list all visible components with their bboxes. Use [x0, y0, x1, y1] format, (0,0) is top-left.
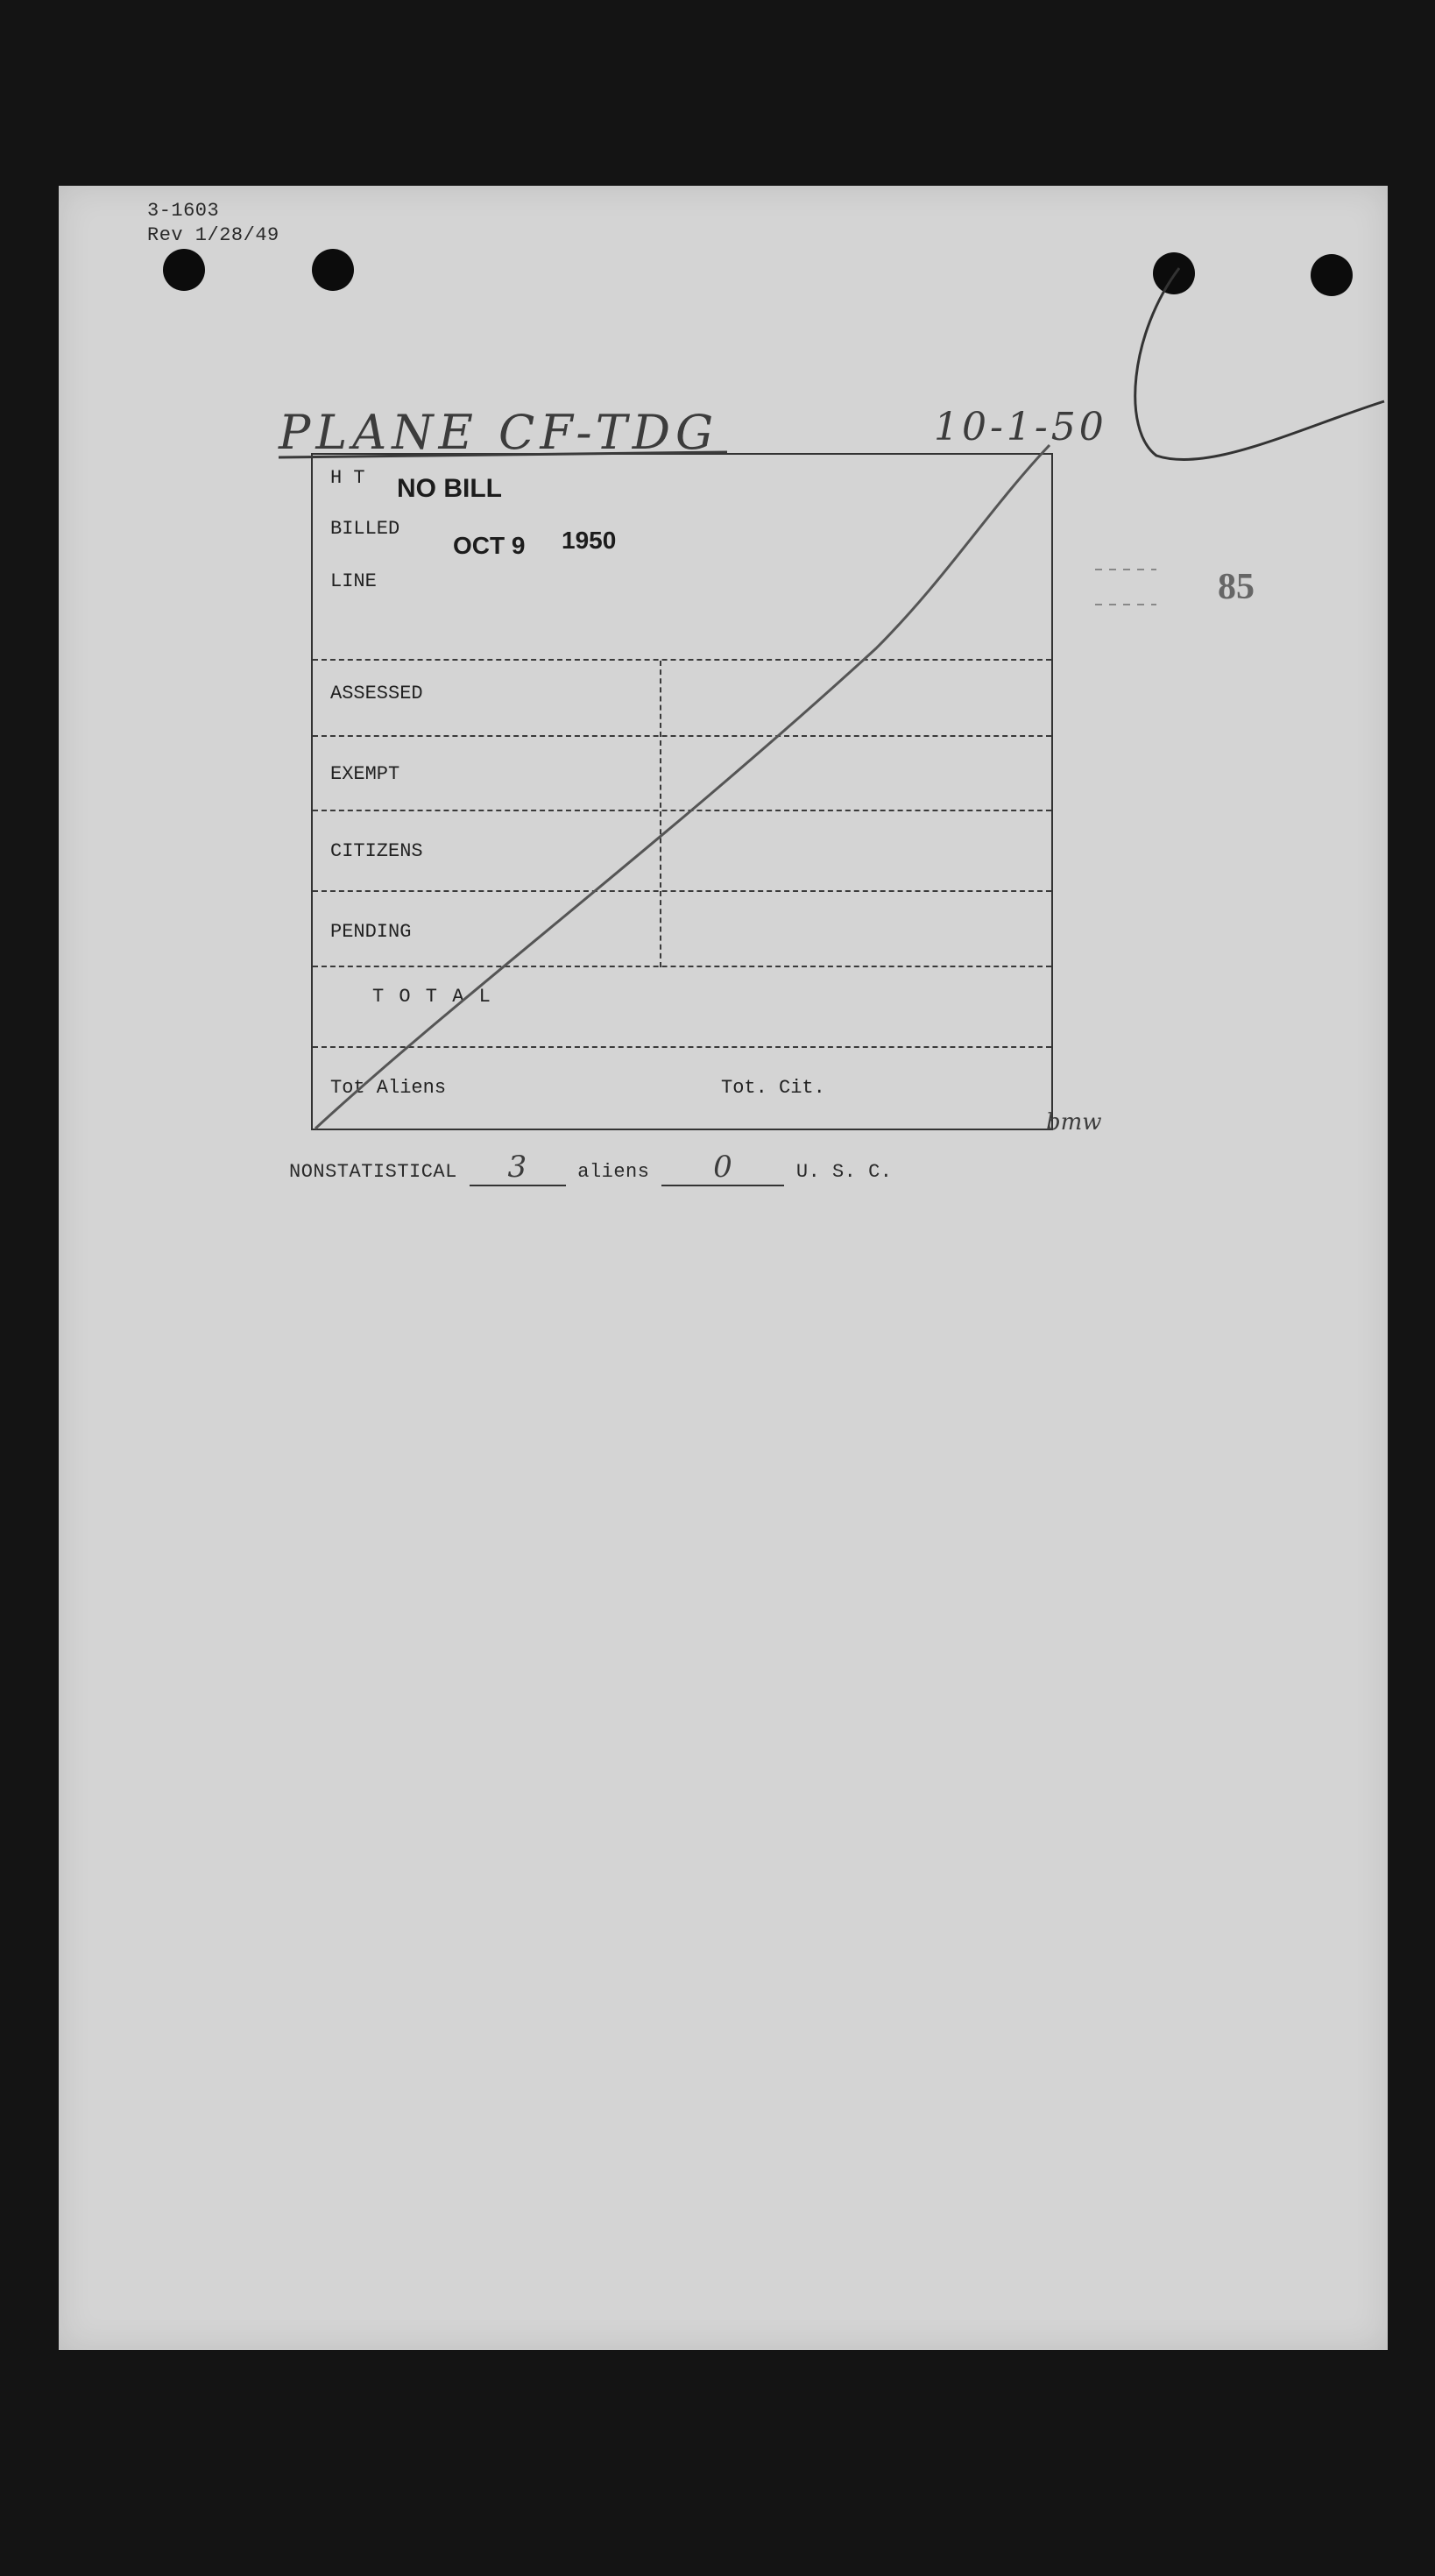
- billed-label: BILLED: [330, 518, 400, 540]
- usc-label: U. S. C.: [795, 1161, 893, 1183]
- nonstatistical-usc-value: 0: [661, 1150, 784, 1186]
- tot-cit-label: Tot. Cit.: [721, 1077, 825, 1099]
- nonstatistical-label: NONSTATISTICAL: [289, 1161, 457, 1183]
- total-label: T O T A L: [372, 986, 492, 1008]
- handwritten-underline: [279, 452, 727, 457]
- nonstatistical-aliens-value: 3: [470, 1150, 566, 1186]
- margin-curve-mark: [1135, 268, 1384, 460]
- ht-label: H T: [330, 467, 365, 489]
- dash-marks: [1095, 570, 1156, 605]
- stamp-no-bill: NO BILL: [397, 474, 502, 503]
- line-label: LINE: [330, 570, 377, 592]
- row-label-pending: PENDING: [330, 921, 412, 943]
- row-label-assessed: ASSESSED: [330, 683, 423, 704]
- handwritten-date: 10-1-50: [934, 405, 1107, 449]
- row-label-exempt: EXEMPT: [330, 763, 400, 785]
- form-revision: Rev 1/28/49: [147, 224, 279, 246]
- stamp-date: OCT 9: [453, 532, 526, 559]
- page-number: 85: [1218, 567, 1255, 607]
- row-label-citizens: CITIZENS: [330, 840, 423, 862]
- aliens-label: aliens: [577, 1161, 650, 1183]
- tot-aliens-label: Tot Aliens: [330, 1077, 447, 1099]
- cancel-slash-line: [315, 445, 1050, 1129]
- handwritten-initials: bmw: [1046, 1109, 1102, 1136]
- stamp-year: 1950: [562, 527, 617, 554]
- form-number: 3-1603: [147, 200, 220, 222]
- handwritten-plane-id: PLANE CF-TDG: [279, 405, 719, 460]
